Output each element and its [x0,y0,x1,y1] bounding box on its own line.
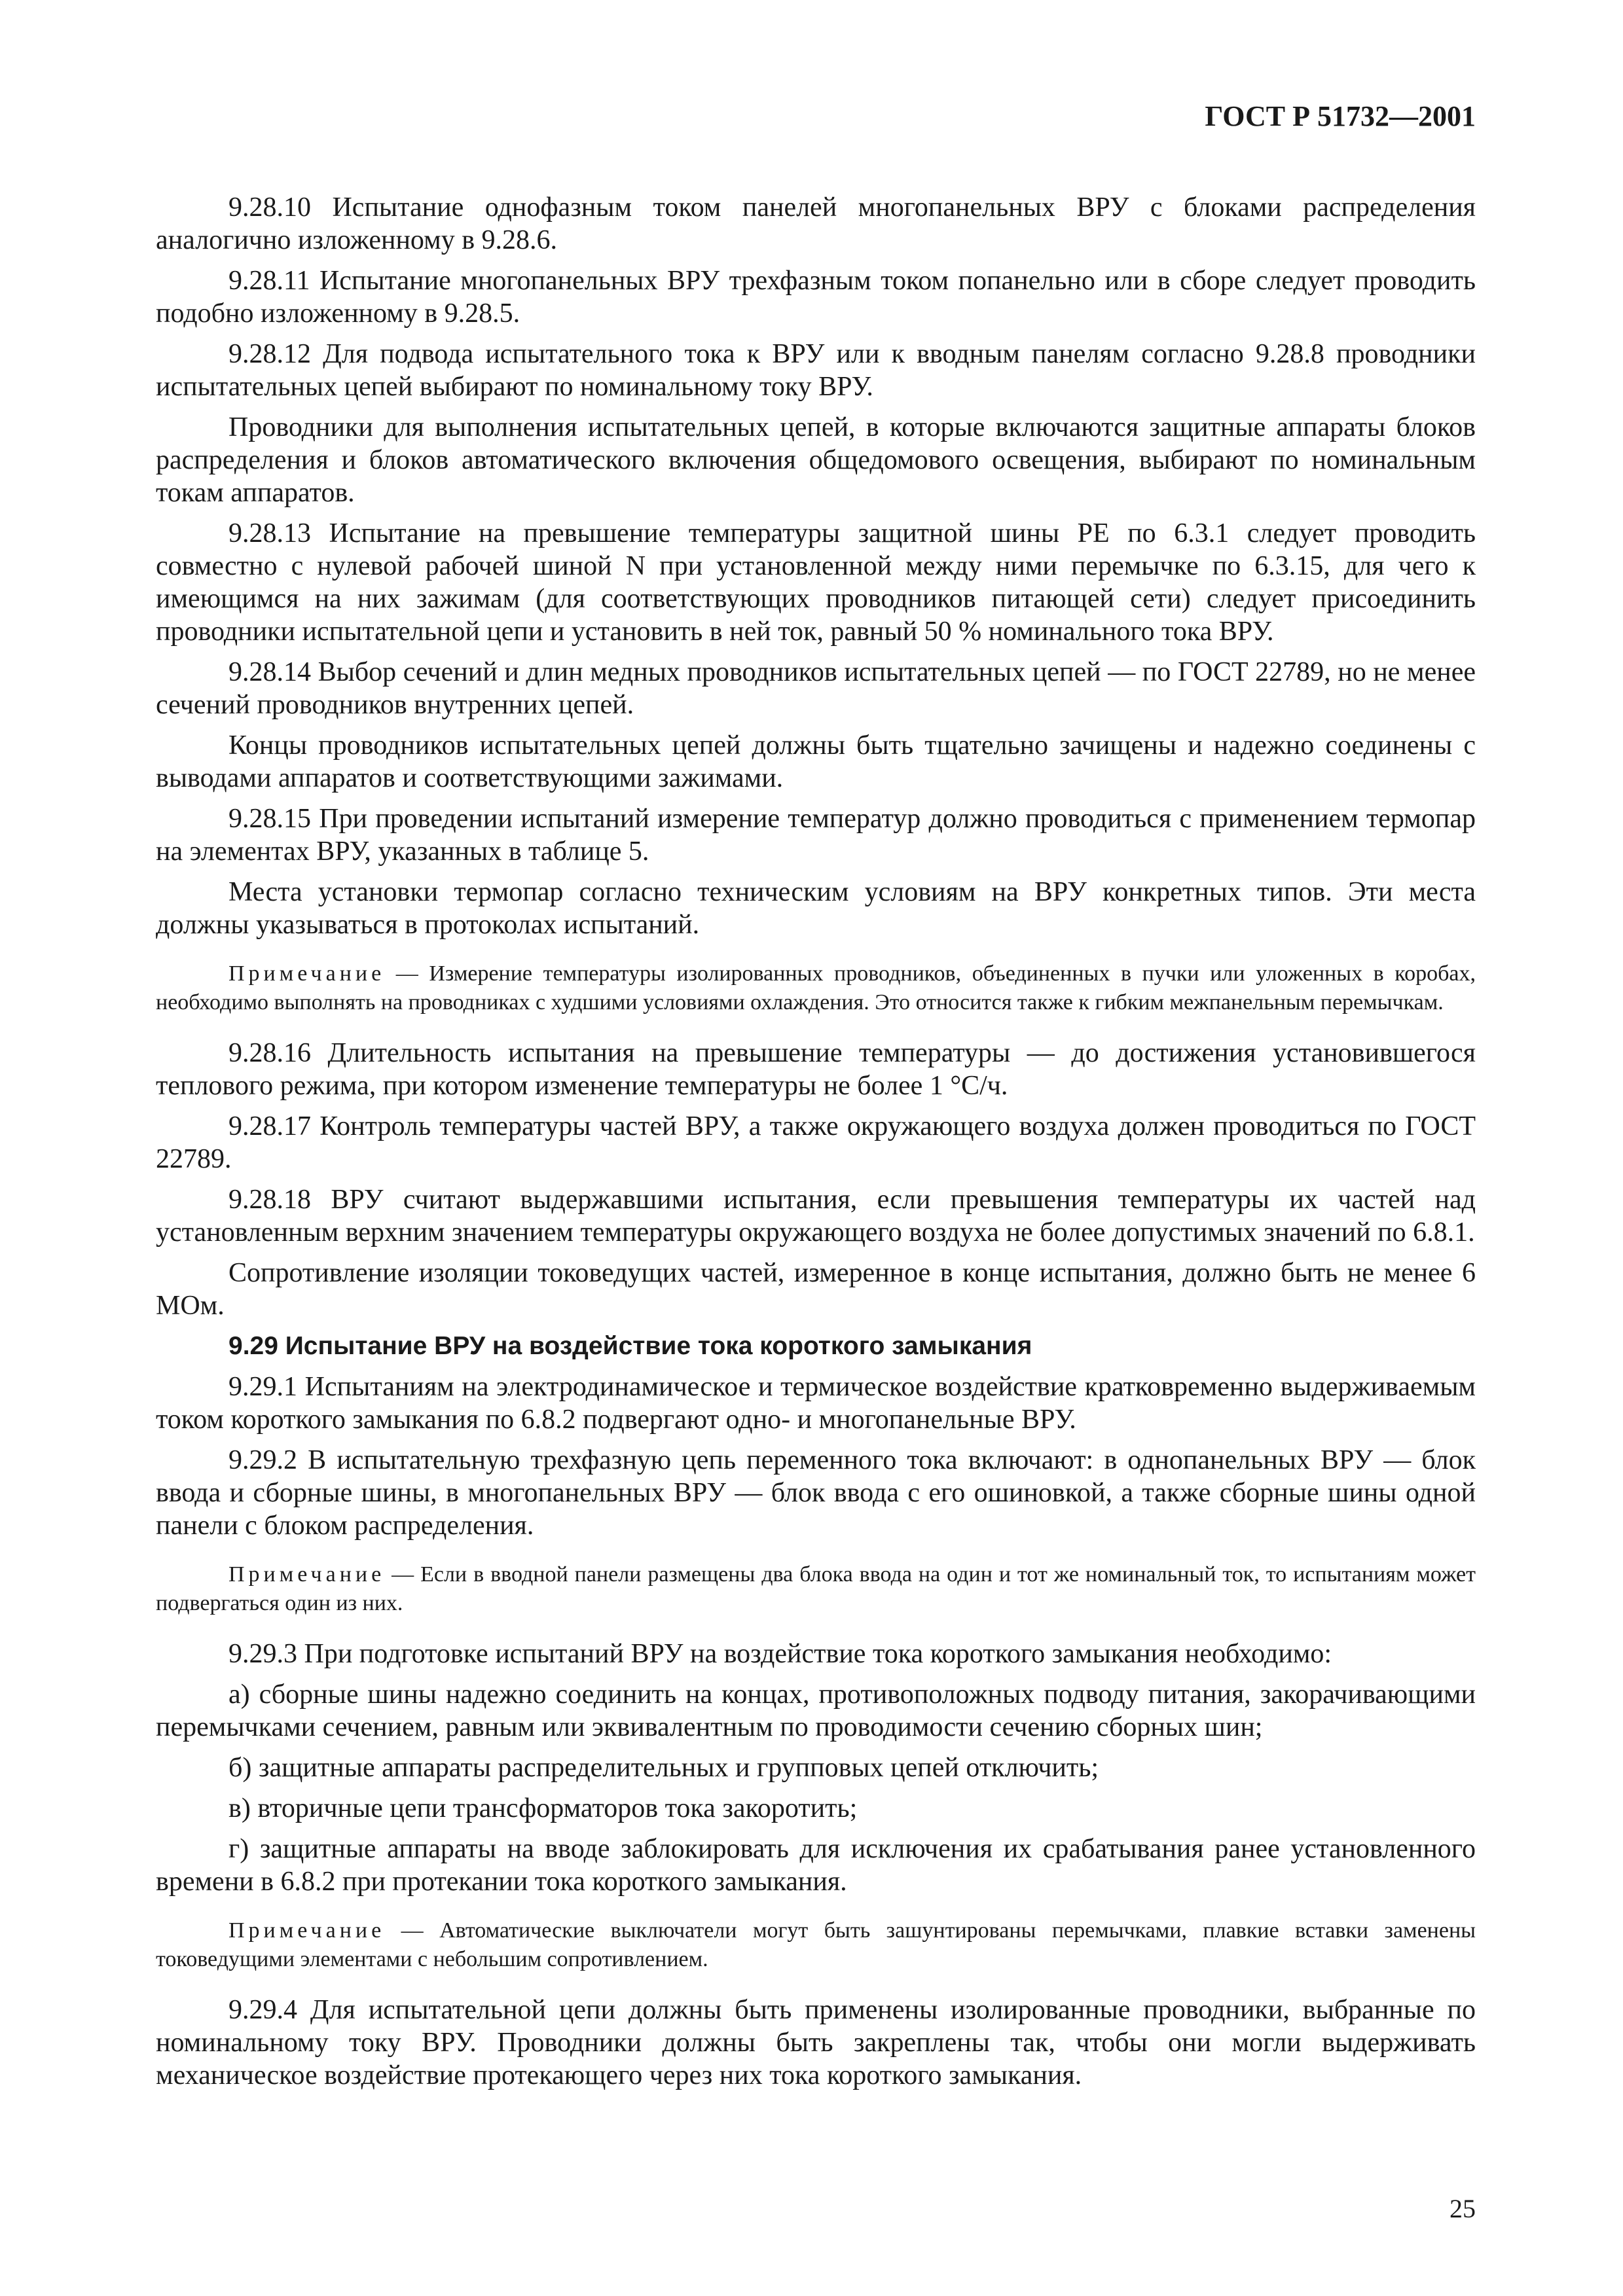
body-paragraph: а) сборные шины надежно соединить на концах, противоположных подводу питания, закорачивающими перемычками сечением, равным или эквивалентным по проводимости сечению сборных шин; [156,1679,1476,1742]
body-paragraph: 9.28.11 Испытание многопанельных ВРУ трехфазным током попанельно или в сборе следует проводить подобно изложенному в 9.28.5. [156,266,1476,329]
document-header [156,98,1476,135]
page-number: 25 [1450,2194,1476,2223]
section-heading: 9.29 Испытание ВРУ на воздействие тока короткого замыкания [228,1332,1032,1360]
note-label: Примечание [228,1562,386,1587]
body-paragraph: 9.29.3 При подготовке испытаний ВРУ на воздействие тока короткого замыкания необходимо: [228,1639,1332,1669]
body-paragraph: Сопротивление изоляции токоведущих частей, измеренное в конце испытания, должно быть не менее 6 МОм. [156,1258,1476,1321]
note-text: — Автоматические выключатели могут быть зашунтированы перемычками, плавкие вставки заменены токоведущими элементами с небольшим сопротивлением. [156,1918,1476,1971]
standard-id: ГОСТ Р 51732—2001 [1205,100,1476,132]
body-paragraph: Места установки термопар согласно техническим условиям на ВРУ конкретных типов. Эти места должны указываться в протоколах испытаний. [156,877,1476,940]
body-paragraph: 9.28.18 ВРУ считают выдержавшими испытания, если превышения температуры их частей над установленным верхним значением температуры окружающего воздуха не более допустимых значений по 6.8.1. [156,1185,1476,1247]
body-paragraph: 9.28.10 Испытание однофазным током панелей многопанельных ВРУ с блоками распределения аналогично изложенному в 9.28.6. [156,192,1476,255]
body-paragraph: 9.28.14 Выбор сечений и длин медных проводников испытательных цепей — по ГОСТ 22789, но не менее сечений проводников внутренних цепей. [156,657,1476,720]
body-paragraph: 9.28.16 Длительность испытания на превышение температуры — до достижения установившегося теплового режима, при котором изменение температуры не более 1 °С/ч. [156,1038,1476,1101]
note-paragraph [156,960,1476,1017]
body-paragraph: 9.29.4 Для испытательной цепи должны быть применены изолированные проводники, выбранные по номинальному току ВРУ. Проводники должны быть закреплены так, чтобы они могли выдерживать механическое воздействие протекающего через них тока короткого замыкания. [156,1995,1476,2090]
note-text: — Измерение температуры изолированных проводников, объединенных в пучки или уложенных в коробах, необходимо выполнять на проводниках с худшими условиями охлаждения. Это относится также к гибким межпанельным перемычкам. [156,961,1476,1014]
body-paragraph: 9.28.17 Контроль температуры частей ВРУ, а также окружающего воздуха должен проводиться по ГОСТ 22789. [156,1111,1476,1174]
body-paragraph: 9.29.2 В испытательную трехфазную цепь переменного тока включают: в однопанельных ВРУ — блок ввода и сборные шины, в многопанельных ВРУ — блок ввода с его ошиновкой, а также сборные шины одной панели с блоком распределения. [156,1445,1476,1541]
note-label: Примечание [228,961,386,986]
body-paragraph: 9.28.13 Испытание на превышение температуры защитной шины РЕ по 6.3.1 следует проводить совместно с нулевой рабочей шиной N при установленной между ними перемычке по 6.3.15, для чего к имеющимся на них зажимам (для соответствующих проводников питающей сети) следует присоединить проводники испытательной цепи и установить в ней ток, равный 50 % номинального тока ВРУ. [156,518,1476,647]
note-paragraph [156,1916,1476,1974]
note-label: Примечание [228,1918,386,1943]
body-paragraph: Концы проводников испытательных цепей должны быть тщательно зачищены и надежно соединены с выводами аппаратов и соответствующими зажимами. [156,730,1476,793]
body-paragraph: 9.28.12 Для подвода испытательного тока к ВРУ или к вводным панелям согласно 9.28.8 проводники испытательных цепей выбирают по номинальному току ВРУ. [156,339,1476,402]
document-body [156,191,1476,2092]
body-paragraph: Проводники для выполнения испытательных цепей, в которые включаются защитные аппараты блоков распределения и блоков автоматического включения общедомового освещения, выбирают по номинальным токам аппаратов. [156,412,1476,508]
body-paragraph: 9.29.1 Испытаниям на электродинамическое и термическое воздействие кратковременно выдерживаемым током короткого замыкания по 6.8.2 подвергают одно- и многопанельные ВРУ. [156,1372,1476,1435]
note-paragraph [156,1560,1476,1618]
body-paragraph: 9.28.15 При проведении испытаний измерение температур должно проводиться с применением термопар на элементах ВРУ, указанных в таблице 5. [156,804,1476,867]
body-paragraph: г) защитные аппараты на вводе заблокировать для исключения их срабатывания ранее установленного времени в 6.8.2 при протекании тока короткого замыкания. [156,1834,1476,1897]
body-paragraph: в) вторичные цепи трансформаторов тока закоротить; [228,1793,858,1823]
note-text: — Если в вводной панели размещены два блока ввода на один и тот же номинальный ток, то испытаниям может подвергаться один из них. [156,1562,1476,1615]
body-paragraph: б) защитные аппараты распределительных и групповых цепей отключить; [228,1753,1099,1783]
document-page [156,98,1476,2225]
